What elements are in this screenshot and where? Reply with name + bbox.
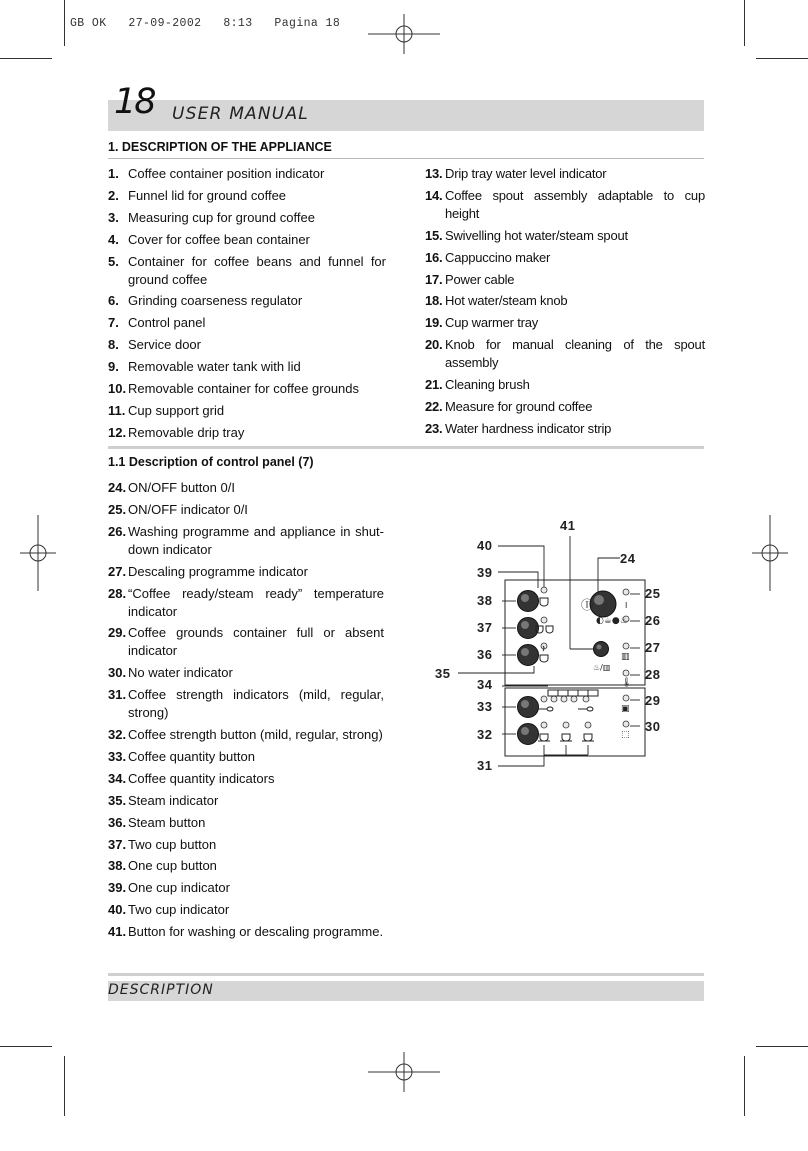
item-number: 9. (108, 359, 119, 375)
item-number: 38. (108, 858, 127, 874)
item-text: One cup button (128, 858, 217, 874)
item-number: 39. (108, 880, 127, 896)
mild-cup-icon (540, 734, 548, 741)
item-number: 28. (108, 585, 127, 601)
callout-41: 41 (560, 518, 576, 533)
callout-24: 24 (620, 551, 636, 566)
list-item (108, 901, 384, 919)
list-item (108, 857, 384, 875)
item-number: 16. (425, 249, 443, 265)
callout-39: 39 (477, 565, 493, 580)
item-text: Power cable (445, 271, 515, 287)
item-text: ON/OFF button 0/I (128, 480, 235, 495)
item-text: Control panel (128, 315, 206, 331)
list-item (425, 420, 705, 438)
list-item (108, 836, 384, 854)
control-panel-diagram (430, 510, 680, 780)
item-text: Grinding coarseness regulator (128, 293, 303, 309)
on-off-indicator (623, 589, 629, 595)
list-item (425, 165, 705, 183)
callout-38: 38 (477, 593, 493, 608)
list-item (108, 523, 384, 559)
one-cup-indicator (541, 587, 547, 593)
thermometer-icon: 🌡 (621, 678, 633, 688)
list-item (108, 336, 386, 354)
item-text: Measure for ground coffee (445, 399, 593, 415)
item-number: 8. (108, 337, 119, 353)
item-number: 32. (108, 727, 127, 743)
item-number: 4. (108, 231, 119, 247)
item-number: 34. (108, 770, 127, 786)
item-number: 31. (108, 687, 127, 703)
subsection-title: 1.1 Description of control panel (7) (108, 455, 314, 469)
list-item (108, 879, 384, 897)
item-number: 25. (108, 501, 127, 517)
list-item (108, 664, 384, 682)
item-number: 35. (108, 792, 127, 808)
section-divider (108, 446, 704, 449)
strong-cup-icon (584, 734, 592, 741)
item-number: 3. (108, 209, 119, 225)
print-slug: GB OK 27-09-2002 8:13 Pagina 18 (70, 17, 341, 30)
footer-rule (108, 973, 704, 976)
grounds-container-icon: ▣ (621, 704, 630, 714)
on-off-button (590, 591, 616, 617)
coffee-quantity-button (518, 697, 539, 718)
registration-mark-bottom (368, 1052, 440, 1092)
callout-25: 25 (645, 586, 661, 601)
callout-31: 31 (477, 758, 493, 773)
quantity-indicator-3 (561, 696, 567, 702)
item-text: Removable container for coffee grounds (128, 381, 360, 397)
item-text: Steam button (128, 814, 206, 830)
list-item (108, 686, 384, 722)
item-number: 15. (425, 227, 443, 243)
callout-36: 36 (477, 647, 493, 662)
quantity-scale-icon (548, 690, 598, 696)
steam-icon (540, 646, 548, 662)
item-text: Water hardness indicator strip (445, 420, 612, 436)
list-item (425, 249, 705, 267)
item-text: Coffee strength button (mild, regular, strong) (128, 727, 383, 743)
item-number: 33. (108, 749, 127, 765)
item-text: ON/OFF indicator 0/I (128, 501, 248, 517)
quantity-indicator-4 (571, 696, 577, 702)
power-symbol: Ⓘ (581, 598, 594, 612)
control-panel-list (108, 479, 384, 941)
quantity-indicator-1 (541, 696, 547, 702)
washing-descaling-button (594, 642, 609, 657)
small-spoon-icon (538, 707, 553, 711)
one-cup-icon (540, 598, 548, 606)
list-item (425, 398, 705, 416)
list-item (108, 231, 386, 249)
callout-30: 30 (645, 719, 661, 734)
list-item (108, 624, 384, 660)
list-item (108, 726, 384, 744)
item-text: Two cup indicator (128, 902, 230, 918)
registration-mark-left (20, 515, 56, 591)
list-item (425, 292, 705, 310)
list-item (108, 923, 384, 941)
coffee-strength-button (518, 724, 539, 745)
appliance-parts-list-left (108, 165, 386, 442)
list-item (108, 209, 386, 227)
quantity-indicator-5 (583, 696, 589, 702)
item-number: 2. (108, 187, 119, 203)
item-text: No water indicator (128, 665, 233, 681)
item-number: 12. (108, 424, 127, 440)
list-item (108, 770, 384, 788)
footer-title: DESCRIPTION (108, 982, 214, 998)
item-number: 1. (108, 166, 119, 181)
list-item (108, 380, 386, 398)
list-item (425, 271, 705, 289)
list-item (108, 563, 384, 581)
one-cup-button (518, 591, 539, 612)
list-item (425, 336, 705, 372)
item-number: 40. (108, 902, 127, 918)
item-text: One cup indicator (128, 880, 230, 896)
item-text: Descaling programme indicator (128, 563, 308, 579)
item-text: Cleaning brush (445, 377, 530, 393)
item-text: Drip tray water level indicator (445, 166, 607, 181)
callout-27: 27 (645, 640, 661, 655)
page-number: 18 (114, 82, 155, 122)
item-text: Coffee container position indicator (128, 166, 325, 181)
item-text: Two cup button (128, 836, 217, 852)
item-number: 21. (425, 377, 443, 393)
item-text: Measuring cup for ground coffee (128, 209, 315, 225)
callout-32: 32 (477, 727, 493, 742)
water-tank-icon: ⬚ (621, 730, 630, 740)
large-spoon-icon (578, 707, 593, 711)
item-text: Coffee spout assembly adaptable to cup height (445, 187, 705, 221)
item-number: 30. (108, 665, 127, 681)
callout-29: 29 (645, 693, 661, 708)
item-number: 23. (425, 420, 443, 436)
item-text: Hot water/steam knob (445, 293, 568, 309)
quantity-indicator-2 (551, 696, 557, 702)
strength-indicator-regular (563, 722, 569, 728)
item-number: 5. (108, 253, 119, 269)
item-number: 7. (108, 315, 119, 331)
list-item (108, 814, 384, 832)
item-text: Steam indicator (128, 792, 219, 808)
item-text: Coffee quantity button (128, 749, 255, 765)
item-number: 10. (108, 381, 127, 397)
item-number: 18. (425, 293, 443, 309)
list-item (108, 314, 386, 332)
item-number: 37. (108, 836, 127, 852)
item-text: Cup warmer tray (445, 315, 539, 331)
list-item (108, 292, 386, 310)
list-item (425, 187, 705, 223)
item-number: 13. (425, 166, 443, 181)
list-item (425, 376, 705, 394)
item-number: 20. (425, 337, 443, 353)
list-item (108, 187, 386, 205)
section-title: 1. DESCRIPTION OF THE APPLIANCE (108, 140, 332, 154)
shutdown-icon: ◐☕●♨ (596, 616, 628, 626)
grounds-container-indicator (623, 695, 629, 701)
list-item (108, 792, 384, 810)
item-number: 27. (108, 563, 127, 579)
descaling-indicator (623, 643, 629, 649)
item-text: Service door (128, 337, 201, 353)
registration-mark-right (752, 515, 788, 591)
item-text: Coffee strength indicators (mild, regular, strong) (128, 687, 384, 721)
item-number: 36. (108, 814, 127, 830)
item-number: 11. (108, 402, 126, 418)
descaling-icon: ▥ (621, 652, 630, 662)
strength-indicator-mild (541, 722, 547, 728)
washing-descaling-symbol-icon: ♨/▥ (593, 663, 611, 672)
item-text: Washing programme and appliance in shut-down indicator (128, 523, 384, 557)
appliance-parts-list-right (425, 165, 705, 438)
item-number: 26. (108, 523, 127, 539)
callout-28: 28 (645, 667, 661, 682)
item-text: Swivelling hot water/steam spout (445, 227, 628, 243)
item-text: Removable drip tray (128, 424, 245, 440)
two-cup-button (518, 618, 539, 639)
item-text: Cappuccino maker (445, 249, 551, 265)
item-text: “Coffee ready/steam ready” temperature indicator (128, 585, 384, 619)
item-number: 14. (425, 187, 443, 203)
on-mark: I (625, 601, 628, 610)
item-text: Button for washing or descaling programme. (128, 924, 384, 940)
item-number: 41. (108, 924, 127, 940)
callout-40: 40 (477, 538, 493, 553)
item-number: 19. (425, 315, 443, 331)
callout-37: 37 (477, 620, 493, 635)
list-item (108, 402, 386, 420)
item-text: Cup support grid (128, 402, 225, 418)
strength-indicator-strong (585, 722, 591, 728)
item-text: Removable water tank with lid (128, 359, 301, 375)
list-item (108, 253, 386, 289)
list-item (425, 314, 705, 332)
list-item (108, 479, 384, 497)
header-title: USER MANUAL (172, 104, 309, 124)
list-item (108, 358, 386, 376)
list-item (425, 227, 705, 245)
item-number: 22. (425, 399, 443, 415)
list-item (108, 585, 384, 621)
temperature-indicator (623, 670, 629, 676)
item-text: Knob for manual cleaning of the spout assembly (445, 337, 705, 371)
steam-button (518, 645, 539, 666)
registration-mark-top (368, 14, 440, 54)
item-text: Cover for coffee bean container (128, 231, 310, 247)
item-number: 29. (108, 625, 127, 641)
list-item (108, 424, 386, 442)
item-number: 17. (425, 271, 443, 287)
list-item (108, 501, 384, 519)
item-number: 24. (108, 480, 127, 495)
callout-35: 35 (435, 666, 451, 681)
section-rule (108, 158, 704, 159)
item-text: Coffee grounds container full or absent indicator (128, 625, 384, 659)
callout-34: 34 (477, 677, 493, 692)
no-water-indicator (623, 721, 629, 727)
callout-33: 33 (477, 699, 493, 714)
regular-cup-icon (562, 734, 570, 741)
two-cup-indicator (541, 617, 547, 623)
item-number: 6. (108, 293, 119, 309)
list-item (108, 748, 384, 766)
item-text: Coffee quantity indicators (128, 770, 275, 786)
item-text: Container for coffee beans and funnel for ground coffee (128, 253, 386, 287)
callout-26: 26 (645, 613, 661, 628)
list-item (108, 165, 386, 183)
item-text: Funnel lid for ground coffee (128, 187, 287, 203)
